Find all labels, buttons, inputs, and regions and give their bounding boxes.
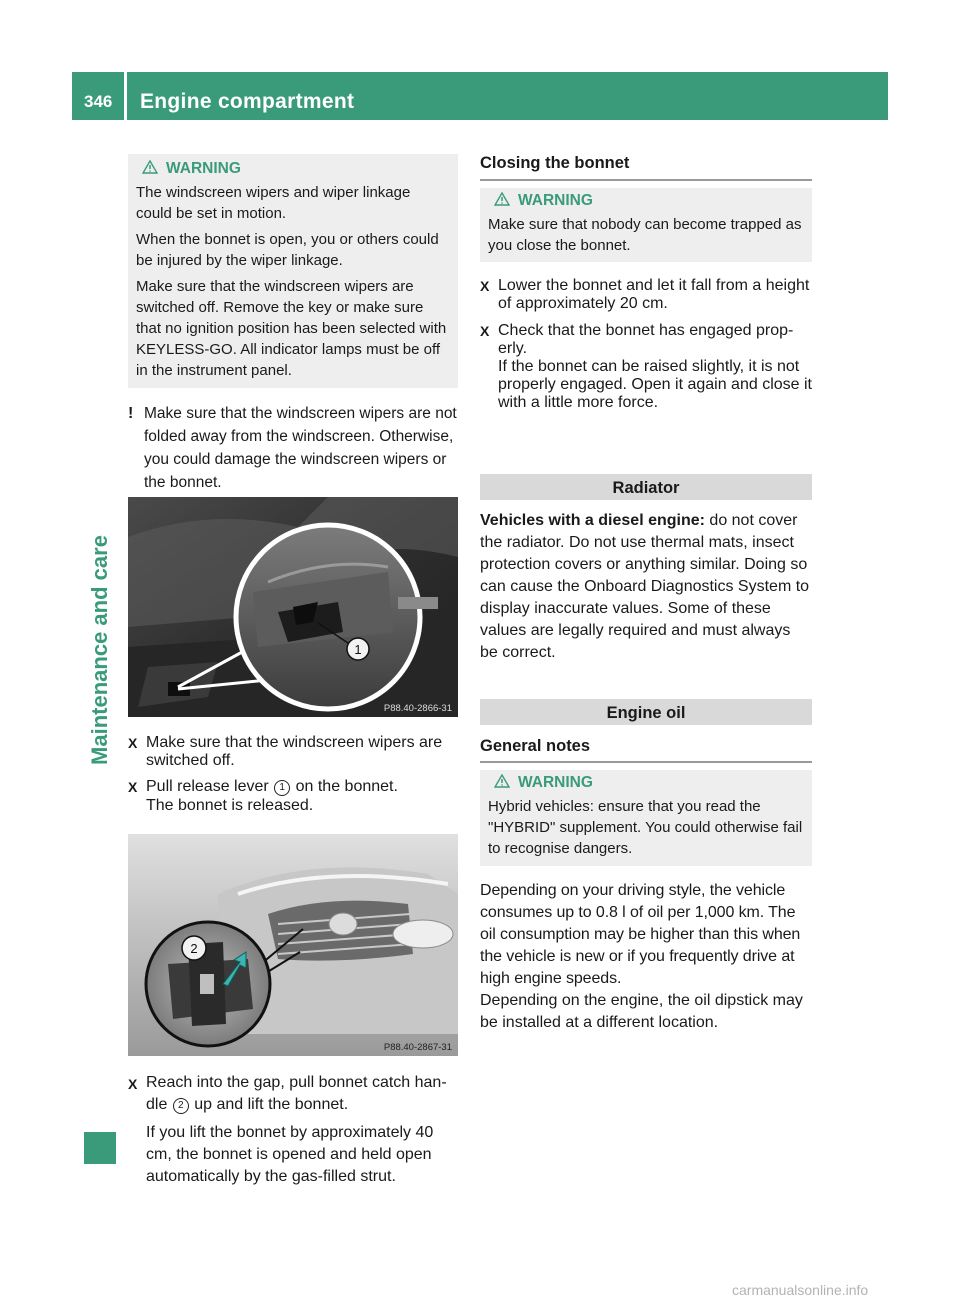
figure-bonnet-catch	[128, 834, 458, 1056]
step-text: Make sure that the windscreen wipers are switched off.	[146, 734, 443, 769]
warning-paragraph: Make sure that the windscreen wipers are switched off. Remove the key or make sure that no ignition position has been selected with KEYLESS-GO. All indicator lamps must be off in the instrument panel.	[136, 278, 447, 379]
note-wipers	[128, 402, 460, 494]
warning-box-wipers	[128, 154, 458, 388]
step-marker: X	[480, 323, 490, 339]
header-bar	[72, 72, 888, 120]
page-number: 346	[84, 92, 113, 111]
watermark: carmanualsonline.info	[732, 1282, 869, 1298]
heading-closing-bonnet: Closing the bonnet	[480, 154, 812, 181]
callout-1: 1	[274, 780, 290, 796]
header-divider	[124, 72, 127, 120]
step-text: Check that the bonnet has engaged properly.	[498, 322, 794, 357]
warning-title: WARNING	[494, 192, 804, 210]
section-title: Engine compartment	[140, 90, 355, 113]
side-tab-marker	[84, 1132, 116, 1164]
radiator-lead: Vehicles with a diesel engine:	[480, 512, 705, 529]
figure-release-lever	[128, 497, 458, 717]
step-marker: X	[128, 1076, 138, 1092]
warning-triangle-icon	[494, 192, 510, 206]
note-exclamation-icon: !	[128, 405, 134, 422]
warning-paragraph: Hybrid vehicles: ensure that you read the "HYBRID" supplement. You could otherwise fail to recognise dangers.	[488, 798, 803, 857]
heading-engine-oil: Engine oil	[480, 699, 812, 725]
step-pull-catch: X Reach into the gap, pull bonnet catch handle 2 up and lift the bonnet. If you lift the bonnet by approximately 40 cm, the bonnet is opened and held open automatically by the gas-filled strut.	[128, 1072, 460, 1188]
radiator-paragraph: Vehicles with a diesel engine: do not cover the radiator. Do not use thermal mats, insect protection covers or anything similar. Doing so can cause the Onboard Diagnostics System to display inaccurate values. Some of these values are legally required and must always be correct.	[480, 512, 810, 661]
warning-box-trapped	[480, 188, 812, 262]
warning-triangle-icon	[142, 160, 158, 174]
warning-title: WARNING	[494, 774, 804, 792]
step-wipers-off	[128, 734, 460, 770]
figure-code: P88.40-2866-31	[383, 703, 452, 714]
heading-general-notes: General notes	[480, 737, 812, 763]
figure-callout-1: 1	[354, 642, 362, 657]
warning-paragraph: Make sure that nobody can become trapped as you close the bonnet.	[488, 216, 802, 254]
figure-code: P88.40-2867-31	[383, 1042, 452, 1053]
figure-callout-2: 2	[190, 941, 198, 956]
step-pull-lever: X Pull release lever 1 on the bonnet. The bonnet is released.	[128, 778, 460, 815]
step-result: If the bonnet can be raised slightly, it is not properly engaged. Open it again and close it with a little more force.	[498, 358, 812, 411]
step-result: The bonnet is released.	[146, 797, 314, 814]
note-text: Make sure that the windscreen wipers are not folded away from the windscreen. Otherwise, you could damage the windscreen wipers or the bonnet.	[144, 405, 457, 491]
warning-paragraph: The windscreen wipers and wiper linkage could be set in motion.	[136, 184, 411, 222]
step-check-engaged	[480, 322, 812, 412]
warning-triangle-icon	[494, 774, 510, 788]
step-text: Lower the bonnet and let it fall from a height of approximately 20 cm.	[498, 277, 810, 312]
step-marker: X	[128, 735, 138, 751]
heading-radiator: Radiator	[480, 474, 812, 500]
bonnet-catch-illustration	[128, 834, 458, 1056]
warning-box-hybrid	[480, 770, 812, 866]
step-marker: X	[480, 278, 490, 294]
warning-title: WARNING	[142, 160, 450, 178]
release-lever-illustration	[128, 497, 458, 717]
side-tab-label: Maintenance and care	[87, 535, 112, 765]
oil-consumption-paragraph: Depending on your driving style, the vehicle consumes up to 0.8 l of oil per 1,000 km. The oil consumption may be higher than this when the vehicle is new or if you frequently drive at high engine speeds.	[480, 882, 801, 987]
callout-2: 2	[173, 1098, 189, 1114]
warning-paragraph: When the bonnet is open, you or others could be injured by the wiper linkage.	[136, 231, 439, 269]
step-lower-bonnet	[480, 277, 812, 313]
step-marker: X	[128, 779, 138, 795]
step-result: If you lift the bonnet by approximately 40 cm, the bonnet is opened and held open automatically by the gas-filled strut.	[146, 1124, 434, 1185]
dipstick-paragraph: Depending on the engine, the oil dipstick may be installed at a different location.	[480, 992, 803, 1031]
